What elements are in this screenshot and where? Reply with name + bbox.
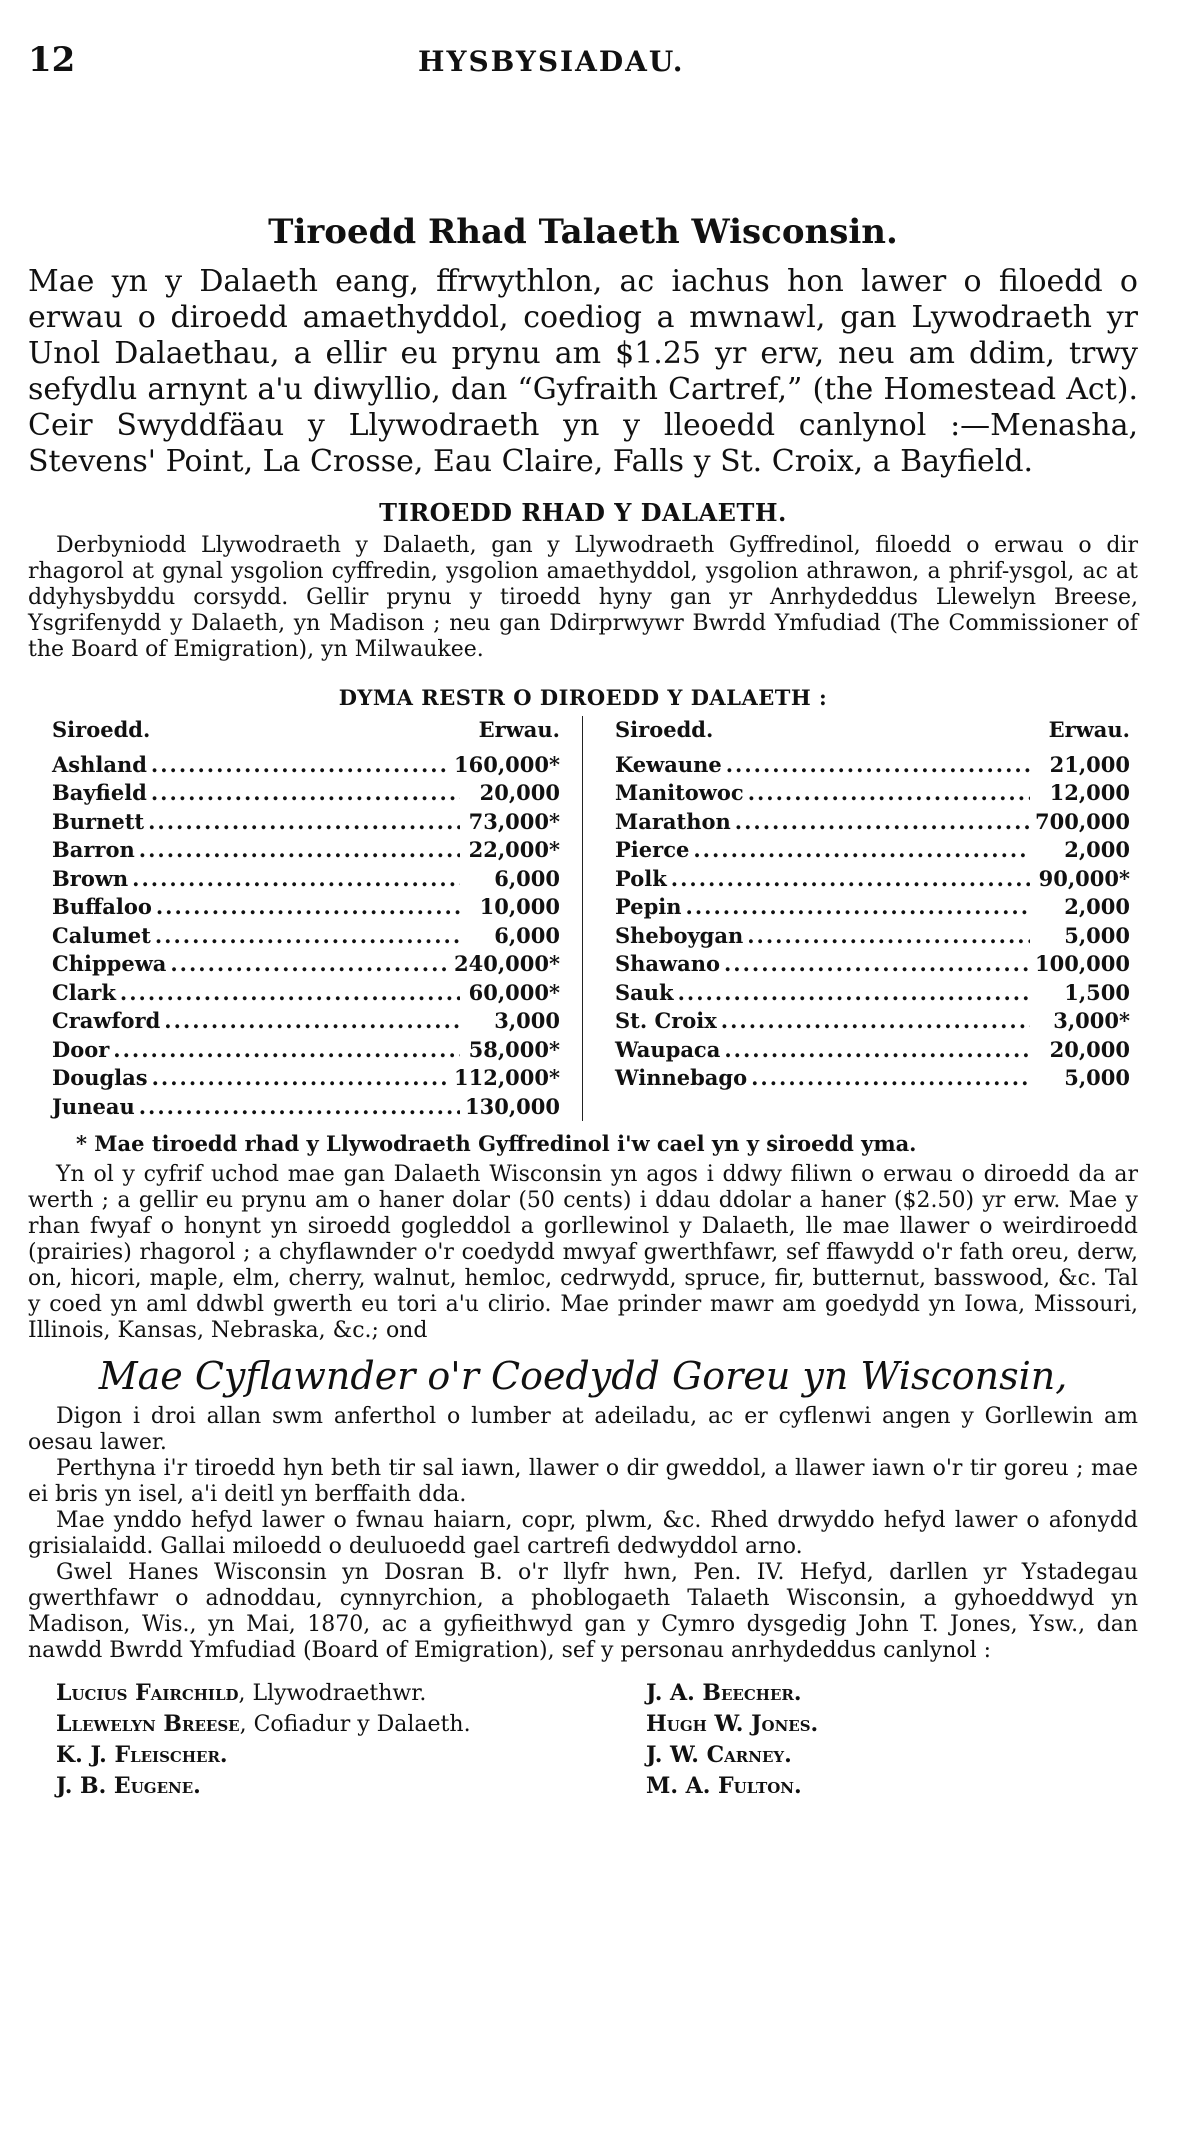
- running-title: HYSBYSIADAU.: [418, 45, 685, 78]
- county-name: Burnett: [52, 808, 145, 834]
- board-member: [646, 1740, 1146, 1771]
- table-row: [615, 1007, 1130, 1036]
- acres-value: 1,500: [1064, 979, 1130, 1005]
- acres-value: 100,000: [1035, 951, 1130, 976]
- county-name: Pepin: [615, 894, 682, 919]
- county-name: Calumet: [52, 922, 151, 948]
- table-row: [615, 893, 1130, 922]
- table-row: [52, 979, 560, 1008]
- leader-dots: [747, 922, 1030, 951]
- board-member: [56, 1771, 646, 1802]
- col-county-header: Siroedd.: [52, 717, 151, 742]
- acres-value: 2,000: [1064, 894, 1130, 919]
- county-table: [28, 716, 1138, 1121]
- county-name: Crawford: [52, 1008, 161, 1033]
- county-name: Chippewa: [52, 951, 167, 976]
- italic-heading: Mae Cyflawnder o'r Coedydd Goreu yn Wisconsin,: [98, 1354, 1068, 1398]
- leader-dots: [724, 950, 1030, 979]
- article-title: Tiroedd Rhad Talaeth Wisconsin.: [268, 212, 898, 252]
- table-row: [52, 808, 560, 837]
- table-header: [52, 716, 560, 745]
- leader-dots: [113, 1036, 460, 1065]
- col-acres-header: Erwau.: [1048, 717, 1130, 742]
- acres-value: 112,000*: [454, 1065, 560, 1090]
- leader-dots: [156, 893, 460, 922]
- col-acres-header: Erwau.: [478, 717, 560, 742]
- table-row: [52, 1007, 560, 1036]
- paragraph: Digon i droi allan swm anferthol o lumber at adeiladu, ac er cyflenwi angen y Gorllewin am oesau lawer.: [28, 1404, 1138, 1455]
- paragraph: Yn ol y cyfrif uchod mae gan Dalaeth Wisconsin yn agos i ddwy filiwn o erwau o diroedd da ar werth ; a gellir eu prynu am o haner dolar (50 cents) i ddau ddolar a haner ($2.50) yr erw. Mae y rhan fwyaf o honynt yn siroedd gogleddol a gorllewinol y Dalaeth, lle mae llawer o weirdiroedd (prairies) rhagorol ; a chyflawnder o'r coedydd mwyaf gwerthfawr, sef ffawydd o'r fath oreu, derw, on, hicori, maple, elm, cherry, walnut, hemloc, cedrwydd, spruce, fir, butternut, basswood, &c. Tal y coed yn aml ddwbl gwerth eu tori a'u clirio. Mae prinder mawr am goedydd yn Iowa, Missouri, Illinois, Kansas, Nebraska, &c.; ond: [28, 1162, 1138, 1343]
- table-row: [52, 836, 560, 865]
- member-name: K. J. Fleischer.: [56, 1742, 228, 1768]
- leader-dots: [151, 751, 450, 780]
- member-role: , Llywodraethwr.: [238, 1681, 427, 1706]
- member-name: J. B. Eugene.: [56, 1773, 201, 1799]
- acres-value: 12,000: [1049, 780, 1130, 805]
- board-members-list: [28, 1678, 1138, 1802]
- acres-value: 6,000: [494, 865, 560, 891]
- county-name: Polk: [615, 865, 667, 891]
- leader-dots: [151, 779, 460, 808]
- table-heading: DYMA RESTR O DIROEDD Y DALAETH :: [338, 685, 828, 710]
- county-name: Shawano: [615, 951, 720, 976]
- county-name: St. Croix: [615, 1008, 717, 1033]
- leader-dots: [170, 950, 450, 979]
- table-row: [52, 950, 560, 979]
- table-row: [52, 1093, 560, 1122]
- county-name: Juneau: [52, 1093, 135, 1119]
- table-row: [615, 779, 1130, 808]
- table-row: [52, 1064, 560, 1093]
- table-footnote: * Mae tiroedd rhad y Llywodraeth Gyffredinol i'w cael yn y siroedd yma.: [76, 1131, 917, 1156]
- acres-value: 20,000: [479, 780, 560, 805]
- board-member: [56, 1678, 646, 1709]
- acres-value: 240,000*: [454, 951, 560, 976]
- county-name: Door: [52, 1036, 110, 1062]
- leader-dots: [748, 779, 1030, 808]
- table-row: [52, 922, 560, 951]
- table-row: [615, 751, 1130, 780]
- table-row: [52, 779, 560, 808]
- acres-value: 21,000: [1049, 751, 1130, 777]
- board-member: [646, 1678, 1146, 1709]
- leader-dots: [120, 979, 460, 1008]
- county-name: Buffaloo: [52, 894, 152, 919]
- acres-value: 6,000: [494, 922, 560, 948]
- county-name: Douglas: [52, 1065, 148, 1090]
- table-row: [615, 808, 1130, 837]
- county-name: Sheboygan: [615, 922, 744, 948]
- col-county-header: Siroedd.: [615, 717, 714, 742]
- leader-dots: [132, 865, 460, 894]
- table-row: [52, 865, 560, 894]
- county-column-right: [583, 716, 1138, 1121]
- acres-value: 160,000*: [454, 751, 560, 777]
- county-name: Clark: [52, 979, 116, 1005]
- acres-value: 22,000*: [468, 837, 560, 862]
- acres-value: 20,000: [1049, 1036, 1130, 1062]
- paragraph: Gwel Hanes Wisconsin yn Dosran B. o'r llyfr hwn, Pen. IV. Hefyd, darllen yr Ystadegau gwerthfawr o adnoddau, cynnyrchion, a phoblogaeth Talaeth Wisconsin, a gyhoeddwyd yn Madison, Wis., yn Mai, 1870, ac a gyfieithwyd gan y Cymro dysgedig John T. Jones, Ysw., dan nawdd Bwrdd Ymfudiad (Board of Emigration), sef y personau anrhydeddus canlynol :: [28, 1560, 1138, 1663]
- county-name: Kewaune: [615, 751, 722, 777]
- acres-value: 2,000: [1064, 837, 1130, 862]
- acres-value: 3,000: [494, 1008, 560, 1033]
- table-row: [615, 836, 1130, 865]
- acres-value: 58,000*: [468, 1036, 560, 1062]
- county-name: Ashland: [52, 751, 147, 777]
- lead-paragraph: Mae yn y Dalaeth eang, ffrwythlon, ac iachus hon lawer o filoedd o erwau o diroedd amaethyddol, coediog a mwnawl, gan Lywodraeth yr Unol Dalaethau, a ellir eu prynu am $1.25 yr erw, neu am ddim, trwy sefydlu arnynt a'u diwyllio, dan “Gyfraith Cartref,” (the Homestead Act). Ceir Swyddfäau y Llywodraeth yn y lleoedd canlynol :—Menasha, Stevens' Point, La Crosse, Eau Claire, Falls y St. Croix, a Bayfield.: [28, 264, 1138, 479]
- acres-value: 5,000: [1064, 922, 1130, 948]
- county-name: Bayfield: [52, 780, 147, 805]
- leader-dots: [671, 865, 1030, 894]
- acres-value: 130,000: [465, 1093, 560, 1119]
- section-heading: TIROEDD RHAD Y DALAETH.: [379, 498, 787, 527]
- county-name: Winnebago: [615, 1065, 748, 1090]
- leader-dots: [152, 1064, 450, 1093]
- table-row: [52, 1036, 560, 1065]
- county-name: Pierce: [615, 837, 690, 862]
- acres-value: 5,000: [1064, 1065, 1130, 1090]
- leader-dots: [735, 808, 1030, 837]
- county-name: Sauk: [615, 979, 674, 1005]
- leader-dots: [686, 893, 1030, 922]
- section-paragraph: Derbyniodd Llywodraeth y Dalaeth, gan y Llywodraeth Gyffredinol, filoedd o erwau o dir rhagorol at gynal ysgolion cyffredin, ysgolion amaethyddol, ysgolion athrawon, a phrif-ysgol, ac at ddyhysbyddu corsydd. Gellir prynu y tiroedd hyny gan yr Anrhydeddus Llewelyn Breese, Ysgrifenydd y Dalaeth, yn Madison ; neu gan Ddirprwywr Bwrdd Ymfudiad (The Commissioner of the Board of Emigration), yn Milwaukee.: [28, 533, 1138, 662]
- acres-value: 700,000: [1035, 808, 1130, 834]
- document-page: [28, 40, 1138, 1802]
- leader-dots: [693, 836, 1030, 865]
- board-member: [646, 1709, 1146, 1740]
- acres-value: 90,000*: [1038, 865, 1130, 891]
- board-member: [56, 1709, 646, 1740]
- table-row: [615, 865, 1130, 894]
- leader-dots: [724, 1036, 1030, 1065]
- county-name: Marathon: [615, 808, 731, 834]
- county-name: Brown: [52, 865, 129, 891]
- member-name: Lucius Fairchild: [56, 1680, 239, 1706]
- county-name: Barron: [52, 837, 135, 862]
- table-header: [615, 716, 1130, 745]
- leader-dots: [726, 751, 1030, 780]
- leader-dots: [139, 1093, 460, 1122]
- leader-dots: [164, 1007, 460, 1036]
- table-row: [615, 950, 1130, 979]
- member-name: J. A. Beecher.: [646, 1680, 802, 1706]
- table-row: [52, 751, 560, 780]
- county-name: Manitowoc: [615, 780, 744, 805]
- leader-dots: [751, 1064, 1030, 1093]
- acres-value: 3,000*: [1053, 1008, 1130, 1033]
- table-row: [615, 1036, 1130, 1065]
- table-row: [52, 893, 560, 922]
- table-row: [615, 922, 1130, 951]
- leader-dots: [678, 979, 1030, 1008]
- county-name: Waupaca: [615, 1036, 721, 1062]
- board-member: [56, 1740, 646, 1771]
- page-number: 12: [28, 40, 76, 80]
- acres-value: 10,000: [479, 894, 560, 919]
- leader-dots: [148, 808, 460, 837]
- table-row: [615, 979, 1130, 1008]
- table-row: [615, 1064, 1130, 1093]
- member-name: Llewelyn Breese: [56, 1711, 240, 1737]
- leader-dots: [721, 1007, 1030, 1036]
- leader-dots: [155, 922, 460, 951]
- county-column-left: [28, 716, 583, 1121]
- board-member: [646, 1771, 1146, 1802]
- member-name: Hugh W. Jones.: [646, 1711, 819, 1737]
- acres-value: 60,000*: [468, 979, 560, 1005]
- paragraph: Perthyna i'r tiroedd hyn beth tir sal iawn, llawer o dir gweddol, a llawer iawn o'r tir goreu ; mae ei bris yn isel, a'i deitl yn berffaith dda.: [28, 1456, 1138, 1507]
- leader-dots: [139, 836, 460, 865]
- member-role: , Cofiadur y Dalaeth.: [239, 1712, 471, 1737]
- member-name: J. W. Carney.: [646, 1742, 792, 1768]
- acres-value: 73,000*: [468, 808, 560, 834]
- paragraph: Mae ynddo hefyd lawer o fwnau haiarn, copr, plwm, &c. Rhed drwyddo hefyd lawer o afonydd grisialaidd. Gallai miloedd o deuluoedd gael cartrefi dedwyddol arno.: [28, 1508, 1138, 1559]
- page-header: [28, 40, 1138, 120]
- member-name: M. A. Fulton.: [646, 1773, 802, 1799]
